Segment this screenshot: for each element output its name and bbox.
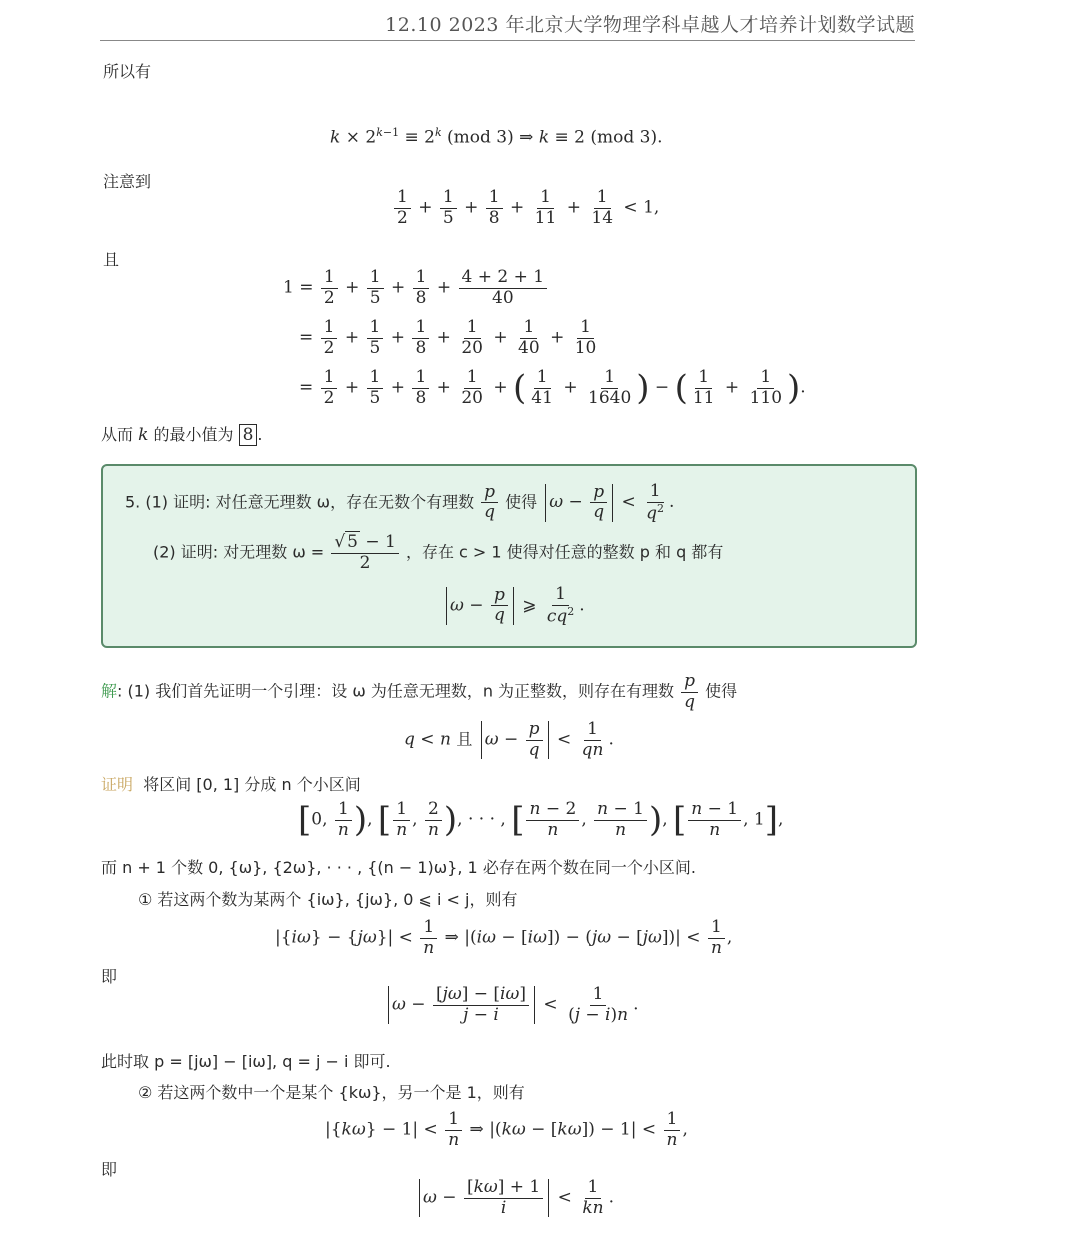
- problem-inequality: ω − $\frac{p}{q}$ ⩾ $\frac{1}{cq^2}$ .: [443, 585, 585, 627]
- text-suoyiyou: 所以有: [103, 62, 152, 81]
- answer-box: 8: [239, 424, 258, 446]
- lemma-inequality: q < n 且 ω − $\frac{p}{q}$ < $\frac{1}{qn}$ .: [404, 719, 614, 760]
- solution-intro: 解: (1) 我们首先证明一个引理：设 ω 为任意无理数，n 为正整数，则存在有理数 $\frac{p}{q}$ 使得: [101, 671, 738, 712]
- equation-result-2: ω − $\frac{[k\omega] + 1}{i}$ < $\frac{1}{kn}$ .: [416, 1178, 614, 1218]
- text-min-value: 从而 k 的最小值为 8 .: [101, 425, 263, 445]
- text-qie: 且: [103, 250, 120, 269]
- equation-line-2: = $\frac{1}{2}$ + $\frac{1}{5}$ + $\frac{1}{8}$ + $\frac{1}{20}$ + $\frac{1}{40}$ + $\frac{1}{10}$: [299, 317, 597, 358]
- intervals-list: [0, $\frac{1}{n}$ ), [ $\frac{1}{n}$ , $\frac{2}{n}$ ), · · · , [ $\frac{n - 2}{n}$ , $\frac{n - 1}{n}$ ), [ $\frac{n - 1}{n}$ , 1],: [298, 799, 784, 841]
- page-header: 12.10 2023 年北京大学物理学科卓越人才培养计划数学试题: [385, 14, 915, 36]
- text-pigeonhole: 而 n + 1 个数 0, {ω}, {2ω}, · · · , {(n − 1)ω}, 1 必存在两个数在同一个小区间.: [101, 858, 696, 877]
- text-case-1: ① 若这两个数为某两个 {iω}, {jω}, 0 ⩽ i < j，则有: [138, 890, 518, 909]
- equation-mod3: $k \times 2^{k-1} \equiv 2^k$ (mod 3) ⇒ k ≡ 2 (mod 3).: [330, 126, 663, 148]
- solution-label: 解: [101, 681, 118, 701]
- text-ji-2: 即: [101, 1160, 118, 1179]
- text-zhuyidao: 注意到: [103, 172, 152, 191]
- text-take-1: 此时取 p = [jω] − [iω], q = j − i 即可.: [101, 1052, 391, 1071]
- equation-case-1: |{iω} − {jω}| < $\frac{1}{n}$ ⇒ |(iω − [iω]) − (jω − [jω])| < $\frac{1}{n}$ ,: [275, 917, 733, 958]
- text-case-2: ② 若这两个数中一个是某个 {kω}，另一个是 1，则有: [138, 1083, 525, 1102]
- equation-result-1: ω − $\frac{[j\omega] - [i\omega]}{j - i}$ < $\frac{1}{(j - i)n}$ .: [385, 985, 638, 1025]
- problem-part-2: (2) 证明: 对无理数 ω = $\frac{√ 5 - 1}{2}$ ，存在 c > 1 使得对任意的整数 p 和 q 都有: [153, 532, 724, 573]
- problem-part-1: 5. (1) 证明: 对任意无理数 ω，存在无数个有理数 $\frac{p}{q}$ 使得 ω − $\frac{p}{q}$ < $\frac{1}{q^2}$ .: [125, 481, 675, 524]
- proof-label: 证明: [101, 775, 134, 794]
- header-rule: [100, 40, 915, 41]
- equation-line-3: = $\frac{1}{2}$ + $\frac{1}{5}$ + $\frac{1}{8}$ + $\frac{1}{20}$ + ( $\frac{1}{41}$ + $\frac{1}{1640}$ ) − ( $\frac{1}{11}$ + $\frac{1}{110}$ ).: [299, 367, 806, 409]
- proof-intro: 证明 将区间 [0, 1] 分成 n 个小区间: [101, 775, 361, 794]
- equation-sum-lt-1: $\frac{1}{2}$ + $\frac{1}{5}$ + $\frac{1}{8}$ + $\frac{1}{11}$ + $\frac{1}{14}$ < 1,: [392, 188, 659, 228]
- equation-line-1: 1 = $\frac{1}{2}$ + $\frac{1}{5}$ + $\frac{1}{8}$ + $\frac{4 + 2 + 1}{40}$: [283, 268, 549, 308]
- equation-case-2: |{kω} − 1| < $\frac{1}{n}$ ⇒ |(kω − [kω]) − 1| < $\frac{1}{n}$ ,: [325, 1109, 688, 1150]
- text-ji-1: 即: [101, 967, 118, 986]
